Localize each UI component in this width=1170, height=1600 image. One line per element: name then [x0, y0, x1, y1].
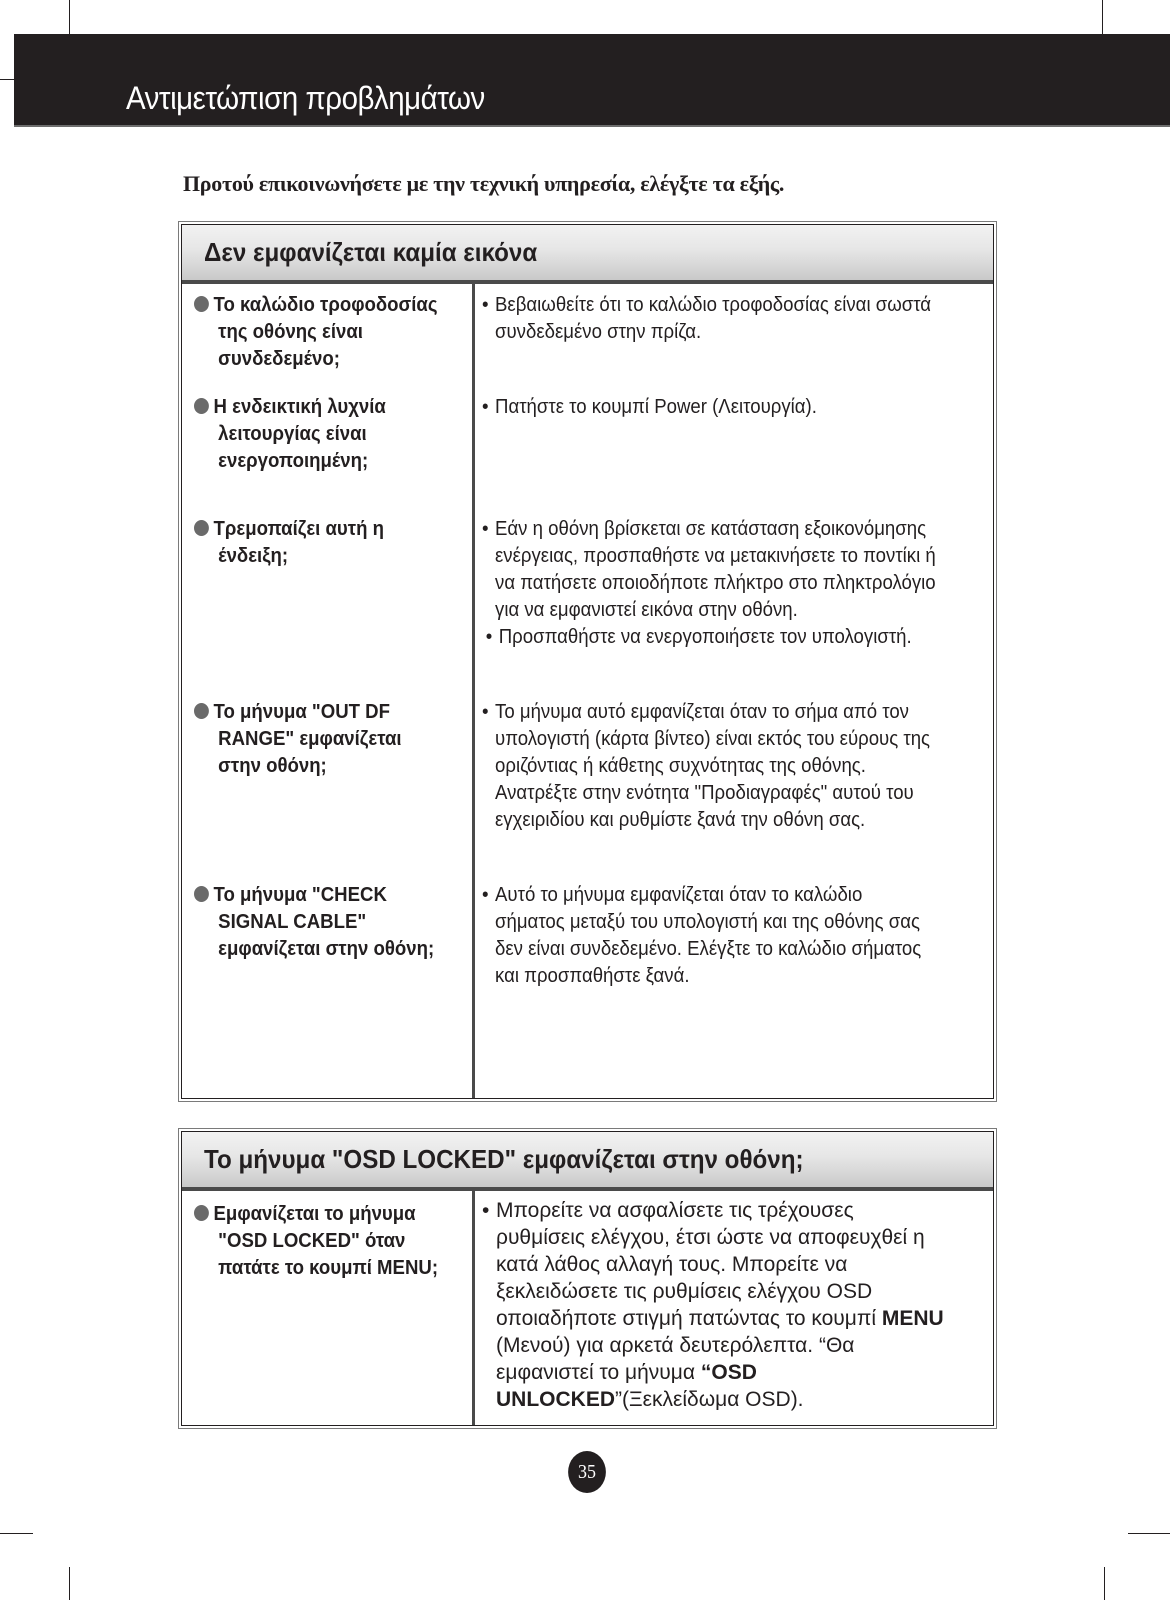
bullet-dot-icon — [194, 703, 209, 719]
page-header-bar — [14, 34, 1170, 127]
panel-body — [182, 284, 993, 1098]
page-number: 35 — [568, 1451, 606, 1493]
answer-line: υπολογιστή (κάρτα βίντεο) είναι εκτός του εύρους της — [495, 728, 931, 750]
answer-line: ”(Ξεκλείδωμα OSD). — [615, 1388, 804, 1411]
question-line: Το μήνυμα "OUT DF — [213, 701, 390, 723]
section-title: Δεν εμφανίζεται καμία εικόνα — [204, 237, 538, 267]
question-line: στην οθόνη; — [218, 755, 327, 777]
question-line: Το μήνυμα "CHECK — [213, 884, 387, 906]
bullet-icon: • — [482, 884, 489, 906]
answer-line: συνδεδεμένο στην πρίζα. — [495, 321, 702, 343]
question-line: SIGNAL CABLE" — [218, 911, 367, 933]
unlocked-keyword: UNLOCKED — [496, 1388, 615, 1411]
crop-mark — [1102, 0, 1103, 34]
bullet-dot-icon — [194, 520, 209, 536]
troubleshoot-panel-osd-locked — [181, 1131, 994, 1426]
answer-line: Αυτό το μήνυμα εμφανίζεται όταν το καλώδιο — [495, 884, 863, 906]
answer-line: ρυθμίσεις ελέγχου, έτσι ώστε να αποφευχθεί η — [496, 1226, 925, 1249]
answer-line: Πατήστε το κουμπί Power (Λειτουργία). — [495, 396, 817, 418]
answer-check-signal-cable — [482, 882, 966, 990]
answer-line: εμφανιστεί το μήνυμα — [496, 1361, 701, 1384]
answer-line: εγχειριδίου και ρυθμίστε ξανά την οθόνη σας. — [495, 809, 866, 831]
bullet-icon: • — [485, 626, 493, 648]
crop-mark — [0, 79, 14, 80]
bullet-dot-icon — [194, 296, 209, 312]
menu-keyword: MENU — [881, 1307, 944, 1330]
bullet-icon: • — [482, 294, 489, 316]
question-line: "OSD LOCKED" όταν — [218, 1230, 406, 1252]
question-line: εμφανίζεται στην οθόνη; — [218, 938, 435, 960]
answer-line: οριζόντιας ή κάθετης συχνότητας της οθόνης. — [495, 755, 866, 777]
page-title: Αντιμετώπιση προβλημάτων — [126, 80, 485, 116]
answer-line: για να εμφανιστεί εικόνα στην οθόνη. — [495, 599, 798, 621]
troubleshoot-panel-no-image — [181, 224, 994, 1099]
bullet-dot-icon — [194, 1205, 209, 1221]
crop-mark — [69, 0, 70, 34]
column-divider — [472, 1191, 475, 1425]
bullet-icon: • — [482, 1199, 490, 1222]
answer-line: οποιαδήποτε στιγμή πατώντας το κουμπί — [496, 1307, 882, 1330]
answer-paragraph — [482, 624, 966, 651]
answer-power-cable — [482, 292, 966, 346]
question-power-cable — [194, 292, 445, 373]
question-line: συνδεδεμένο; — [218, 348, 340, 370]
answer-line: κατά λάθος αλλαγή τους. Μπορείτε να — [496, 1253, 848, 1276]
question-line: RANGE" εμφανίζεται — [218, 728, 402, 750]
answer-osd-locked — [482, 1197, 982, 1413]
question-line: ένδειξη; — [218, 545, 289, 567]
answer-power-led — [482, 394, 966, 421]
question-line: της οθόνης είναι — [218, 321, 363, 343]
question-line: Η ενδεικτική λυχνία — [213, 396, 386, 418]
question-line: Το καλώδιο τροφοδοσίας — [213, 294, 438, 316]
question-power-led — [194, 394, 445, 475]
bullet-icon: • — [482, 396, 489, 418]
section-title: Το μήνυμα "OSD LOCKED" εμφανίζεται στην οθόνη; — [204, 1144, 804, 1174]
intro-text: Προτού επικοινωνήσετε με την τεχνική υπηρεσία, ελέγξτε τα εξής. — [183, 171, 785, 196]
answer-line: Μπορείτε να ασφαλίσετε τις τρέχουσες — [496, 1199, 854, 1222]
answer-line: σήματος μεταξύ του υπολογιστή και της οθόνης σας — [495, 911, 920, 933]
answer-line: να πατήσετε οποιοδήποτε πλήκτρο στο πληκτρολόγιο — [495, 572, 936, 594]
answer-blinking — [482, 516, 966, 651]
answer-line: ενέργειας, προσπαθήστε να μετακινήσετε το ποντίκι ή — [495, 545, 936, 567]
panel-heading — [182, 1132, 993, 1191]
answer-paragraph — [482, 516, 966, 624]
answer-line: Το μήνυμα αυτό εμφανίζεται όταν το σήμα από τον — [495, 701, 909, 723]
answer-line: Ανατρέξτε στην ενότητα "Προδιαγραφές" αυτού του — [495, 782, 914, 804]
column-divider — [472, 284, 475, 1098]
bullet-icon: • — [482, 701, 489, 723]
question-out-of-range — [194, 699, 445, 780]
question-line: λειτουργίας είναι — [218, 423, 367, 445]
bullet-dot-icon — [194, 886, 209, 902]
answer-paragraph — [482, 882, 966, 990]
crop-mark — [1128, 1533, 1170, 1534]
answer-paragraph — [482, 394, 966, 421]
answer-line: και προσπαθήστε ξανά. — [495, 965, 690, 987]
answer-line: ξεκλειδώσετε τις ρυθμίσεις ελέγχου OSD — [496, 1280, 873, 1303]
panel-heading — [182, 225, 993, 284]
question-check-signal-cable — [194, 882, 445, 963]
answer-paragraph — [482, 699, 966, 834]
answer-line: Εάν η οθόνη βρίσκεται σε κατάσταση εξοικονόμησης — [495, 518, 927, 540]
answer-paragraph — [482, 292, 966, 346]
crop-mark — [0, 1533, 33, 1534]
answer-line: Προσπαθήστε να ενεργοποιήσετε τον υπολογιστή. — [498, 626, 912, 648]
bullet-dot-icon — [194, 398, 209, 414]
answer-out-of-range — [482, 699, 966, 834]
answer-line: (Μενού) για αρκετά δευτερόλεπτα. “Θα — [496, 1334, 855, 1357]
question-blinking — [194, 516, 445, 570]
panel-body — [182, 1191, 993, 1425]
crop-mark — [1104, 1567, 1105, 1600]
question-line: Εμφανίζεται το μήνυμα — [213, 1203, 416, 1225]
question-line: ενεργοποιημένη; — [218, 450, 369, 472]
question-osd-locked — [194, 1201, 445, 1282]
answer-line: Βεβαιωθείτε ότι το καλώδιο τροφοδοσίας είναι σωστά — [495, 294, 932, 316]
crop-mark — [69, 1567, 70, 1600]
bullet-icon: • — [482, 518, 489, 540]
answer-paragraph — [482, 1197, 982, 1413]
question-line: Τρεμοπαίζει αυτή η — [213, 518, 384, 540]
osd-keyword: “OSD — [700, 1361, 757, 1384]
answer-line: δεν είναι συνδεδεμένο. Ελέγξτε το καλώδιο σήματος — [495, 938, 922, 960]
question-line: πατάτε το κουμπί MENU; — [218, 1257, 439, 1279]
